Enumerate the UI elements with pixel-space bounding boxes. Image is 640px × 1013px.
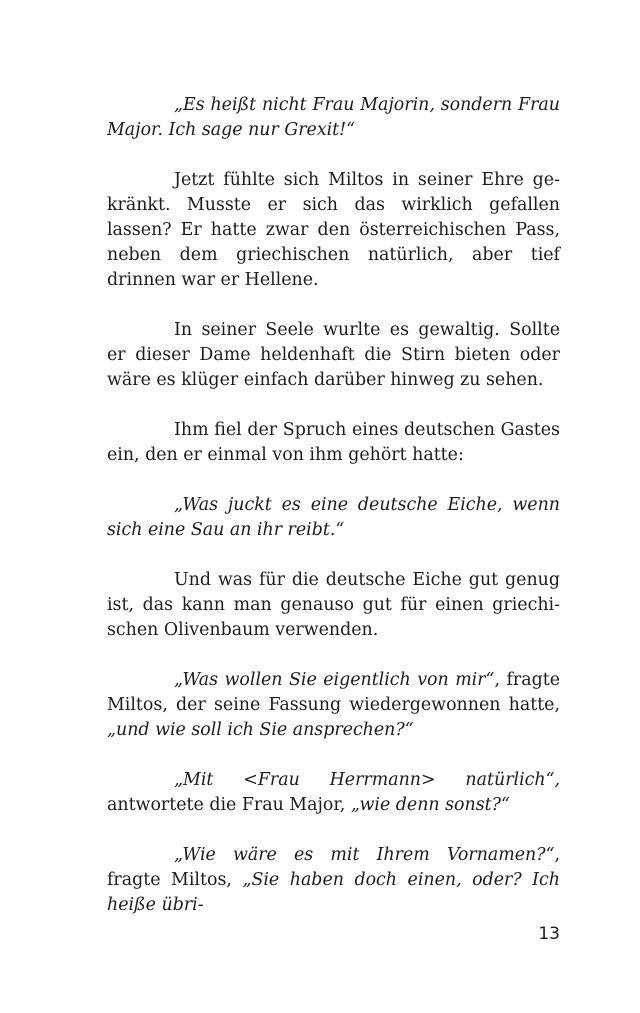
text-run: In seiner Seele wurlte es gewaltig. Sollte er dieser Dame heldenhaft die Stirn bieten oder wäre es klüger einfach darüber hinweg zu sehen. — [107, 320, 560, 390]
paragraph — [107, 493, 560, 543]
italic-text-run: „Was juckt es eine deutsche Eiche, wenn sich eine Sau an ihr reibt.“ — [107, 495, 560, 540]
text-run: antwortete die Frau Major, — [107, 795, 351, 815]
italic-text-run: „Wie wäre es mit Ihrem Vornamen?“ — [174, 845, 555, 865]
paragraph — [107, 768, 560, 818]
text-run: , fragte Miltos, der seine Fassung wiedergewonnen hatte, — [107, 670, 560, 715]
book-page-text — [107, 93, 560, 918]
italic-text-run: „Es heißt nicht Frau Majorin, sondern Frau Major. Ich sage nur Grexit!“ — [107, 95, 560, 140]
paragraph — [107, 93, 560, 143]
paragraph — [107, 668, 560, 743]
italic-text-run: „Sie haben doch einen, oder? Ich heiße übri- — [107, 870, 560, 915]
text-run: Jetzt fühlte sich Miltos in seiner Ehre gekränkt. Musste er sich das wirklich gefallen lassen? Er hatte zwar den österreichischen Pass, neben dem griechischen natürlich, aber tief drinnen war er Hellene. — [107, 170, 560, 290]
italic-text-run: „wie denn sonst?“ — [350, 795, 510, 815]
text-run: Ihm fiel der Spruch eines deutschen Gastes ein, den er einmal von ihm gehört hatte: — [107, 420, 560, 465]
paragraph — [107, 418, 560, 468]
paragraph — [107, 843, 560, 918]
italic-text-run: „und wie soll ich Sie ansprechen?“ — [107, 720, 414, 740]
italic-text-run: „Was wollen Sie eigentlich von mir“ — [174, 670, 495, 690]
page-number: 13 — [538, 924, 560, 944]
text-run: , fragte Miltos, — [107, 845, 560, 890]
paragraph — [107, 318, 560, 393]
text-run: Und was für die deutsche Eiche gut genug ist, das kann man genauso gut für einen griechischen Olivenbaum verwenden. — [107, 570, 560, 640]
italic-text-run: „Mit <Frau Herrmann> natürlich“, — [174, 770, 560, 790]
paragraph — [107, 568, 560, 643]
paragraph — [107, 168, 560, 293]
